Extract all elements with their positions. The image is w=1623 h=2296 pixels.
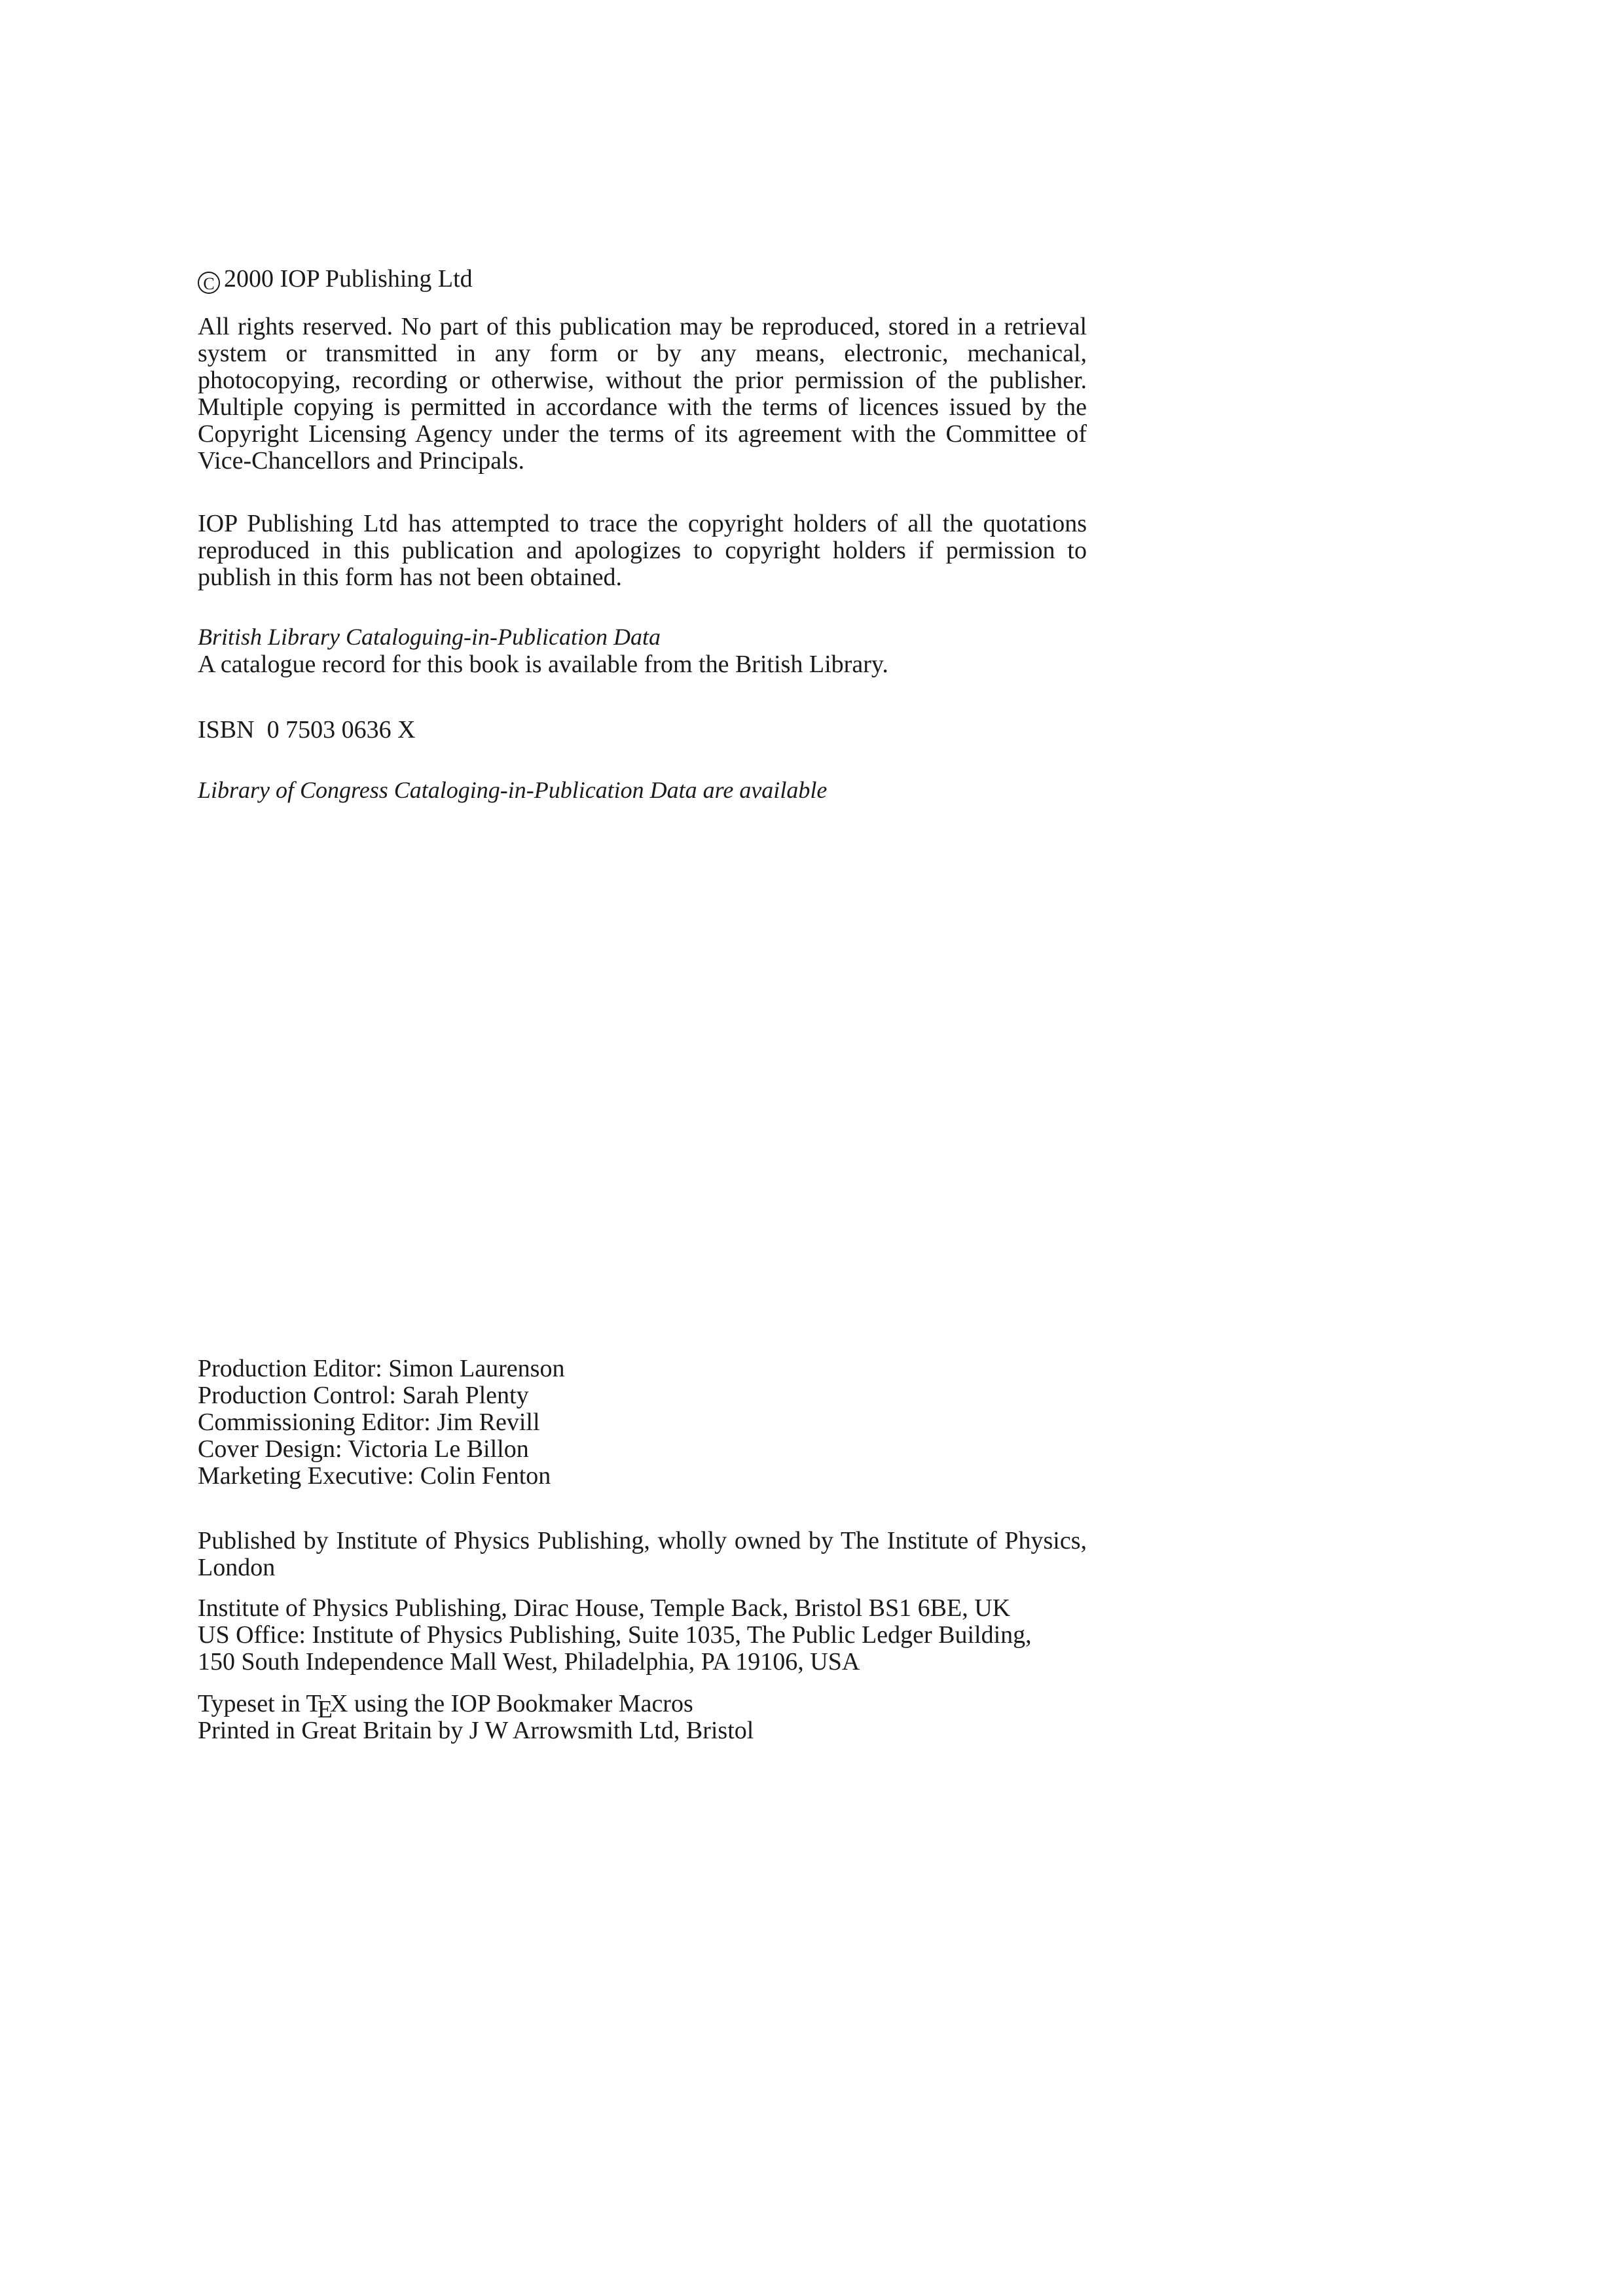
credit-line: Marketing Executive: Colin Fenton [198,1462,551,1490]
tex-logo: TEX [306,1690,348,1723]
published-by: Published by Institute of Physics Publishing, wholly owned by The Institute of Physics, London [198,1527,1087,1581]
isbn: ISBN 0 7503 0636 X [198,716,416,744]
address-line: 150 South Independence Mall West, Philadelphia, PA 19106, USA [198,1648,860,1676]
typeset-suffix: using the IOP Bookmaker Macros [348,1690,693,1717]
credit-line: Cover Design: Victoria Le Billon [198,1435,529,1463]
copyright-text: 2000 IOP Publishing Ltd [224,265,473,293]
copyright-symbol: C [198,272,220,294]
address-line: US Office: Institute of Physics Publishing, Suite 1035, The Public Ledger Building, [198,1621,1032,1649]
british-library-text: A catalogue record for this book is available from the British Library. [198,651,888,678]
rights-paragraph: All rights reserved. No part of this publication may be reproduced, stored in a retrieval system or transmitted in any form or by any means, electronic, mechanical, photocopying, recording or otherwise, without the prior permission of the publisher. Multiple copying is permitted in accordance with the terms of licences issued by the Copyright Licensing Agency under the terms of its agreement with the Committee of Vice-Chancellors and Principals. [198,313,1087,475]
credit-line: Production Control: Sarah Plenty [198,1382,529,1409]
address-line: Institute of Physics Publishing, Dirac House, Temple Back, Bristol BS1 6BE, UK [198,1594,1011,1622]
printed-line: Printed in Great Britain by J W Arrowsmith Ltd, Bristol [198,1717,754,1744]
credit-line: Production Editor: Simon Laurenson [198,1355,565,1382]
typesetting-info [198,1691,1087,1744]
typeset-line [198,1690,1087,1723]
british-library-heading: British Library Cataloguing-in-Publication Data [198,624,661,650]
production-credits [198,1355,1087,1490]
library-of-congress-note: Library of Congress Cataloging-in-Publication Data are available [198,777,828,803]
typeset-prefix: Typeset in [198,1690,306,1717]
trace-paragraph: IOP Publishing Ltd has attempted to trace the copyright holders of all the quotations reproduced in this publication and apologizes to copyright holders if permission to publish in this form has not been obtained. [198,510,1087,591]
credit-line: Commissioning Editor: Jim Revill [198,1408,540,1436]
copyright-notice [198,266,1087,294]
publisher-addresses [198,1595,1087,1676]
